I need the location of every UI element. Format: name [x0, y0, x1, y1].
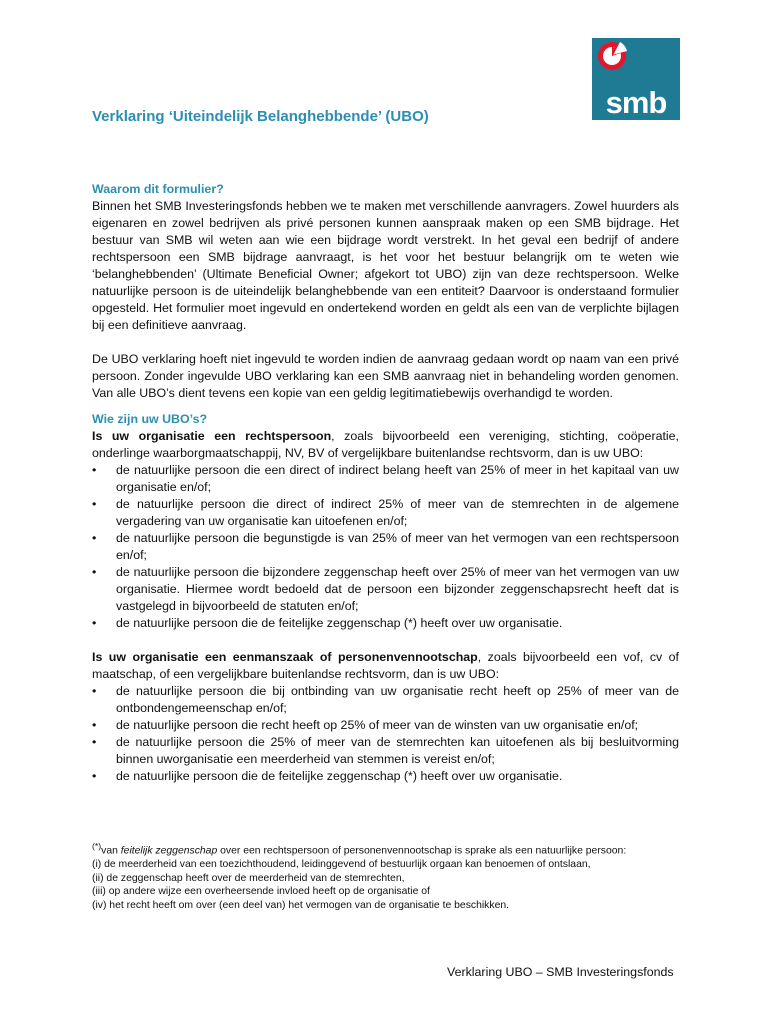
eenmanszaak-list: [92, 683, 679, 785]
eenmanszaak-bold: Is uw organisatie een eenmanszaak of personenvennootschap: [92, 650, 478, 664]
main-content: [92, 181, 679, 785]
rechtspersoon-rest: , zoals bijvoorbeeld een vereniging, stichting, coöperatie, onderlinge waarborgmaatschappij, NV, BV of vergelijkbare buitenlandse rechtsvorm, dan is uw UBO:: [92, 429, 679, 460]
page-title: Verklaring ‘Uiteindelijk Belanghebbende’ (UBO): [92, 108, 429, 125]
intro-paragraph: Binnen het SMB Investeringsfonds hebben we te maken met verschillende aanvragers. Zowel huurders als eigenaren en zowel bedrijven als privé personen kunnen aanspraak maken op een SMB bijdrage. Het bestuur van SMB wil weten aan wie een bijdrage wordt verstrekt. In het geval een bedrijf of andere rechtspersoon een SMB bijdrage aanvraagt, is het voor het bestuur belangrijk om te weten wie ‘belanghebbenden’ (Ultimate Beneficial Owner; afgekort tot UBO) zijn van deze rechtspersoon. Welke natuurlijke persoon is de uiteindelijk belanghebbende van een entiteit? Daarvoor is onderstaand formulier opgesteld. Het formulier moet ingevuld en ondertekend worden en geldt als een van de verplichte bijlagen bij een definitieve aanvraag.: [92, 199, 679, 332]
page-footer: Verklaring UBO – SMB Investeringsfonds: [447, 965, 674, 979]
footnote-prefix: van: [101, 845, 121, 857]
rechtspersoon-intro: [92, 428, 679, 462]
eenmanszaak-intro: [92, 649, 679, 683]
footnote-intro: [92, 840, 662, 858]
section-heading-ubos: Wie zijn uw UBO’s?: [92, 412, 208, 426]
rechtspersoon-list: [92, 462, 679, 632]
list-item: • de natuurlijke persoon die 25% of meer van de stemrechten kan uitoefenen als bij besluitvorming binnen uworganisatie een meerderheid van stemmen is vereist en/of;: [92, 734, 679, 768]
list-item: • de natuurlijke persoon die recht heeft op 25% of meer van de winsten van uw organisatie en/of;: [92, 717, 679, 734]
list-item: • de natuurlijke persoon die begunstigde is van 25% of meer van het vermogen van een rechtspersoon en/of;: [92, 530, 679, 564]
list-item: • de natuurlijke persoon die bij ontbinding van uw organisatie recht heeft op 25% of meer van de ontbondengemeenschap en/of;: [92, 683, 679, 717]
footnote-line: (iii) op andere wijze een overheersende invloed heeft op de organisatie of: [92, 886, 430, 898]
list-item: • de natuurlijke persoon die een direct of indirect belang heeft van 25% of meer in het kapitaal van uw organisatie en/of;: [92, 462, 679, 496]
list-item: • de natuurlijke persoon die de feitelijke zeggenschap (*) heeft over uw organisatie.: [92, 768, 679, 785]
footnote-italic: feitelijk zeggenschap: [120, 845, 218, 857]
footnote-rest: over een rechtspersoon of personenvennootschap is sprake als een natuurlijke persoon:: [217, 845, 627, 857]
list-item: • de natuurlijke persoon die bijzondere zeggenschap heeft over 25% of meer van het vermogen van uw organisatie. Hiermee wordt bedoeld dat de persoon een bijzonder zeggenschapsrecht heeft dat is vastgelegd in bijvoorbeeld de statuten en/of;: [92, 564, 679, 615]
rechtspersoon-bold: Is uw organisatie een rechtspersoon: [92, 429, 332, 443]
logo-text: smb: [605, 85, 667, 120]
footnote-line: (ii) de zeggenschap heeft over de meerderheid van de stemrechten,: [92, 872, 405, 884]
footnote-line: (iv) het recht heeft om over (een deel van) het vermogen van de organisatie te beschikken.: [92, 899, 510, 911]
smb-logo: [592, 38, 680, 120]
footnote-marker: (*): [92, 841, 102, 851]
list-item: • de natuurlijke persoon die de feitelijke zeggenschap (*) heeft over uw organisatie.: [92, 615, 679, 632]
section-heading-why: Waarom dit formulier?: [92, 182, 224, 196]
eenmanszaak-rest: , zoals bijvoorbeeld een vof, cv of maatschap, of een vergelijkbare buitenlandse rechtsvorm, dan is uw UBO:: [92, 650, 679, 681]
list-item: • de natuurlijke persoon die direct of indirect 25% of meer van de stemrechten in de algemene vergadering van uw organisatie kan uitoefenen en/of;: [92, 496, 679, 530]
private-person-paragraph: De UBO verklaring hoeft niet ingevuld te worden indien de aanvraag gedaan wordt op naam van een privé persoon. Zonder ingevulde UBO verklaring kan een SMB aanvraag niet in behandeling worden genomen. Van alle UBO’s dient tevens een kopie van een geldig legitimatiebewijs overhandigd te worden.: [92, 352, 679, 400]
pie-chart-logo-icon: [594, 38, 630, 74]
footnote: [92, 840, 662, 912]
footnote-line: (i) de meerderheid van een toezichthoudend, leidinggevend of bestuurlijk orgaan kan benoemen of ontslaan,: [92, 859, 591, 871]
